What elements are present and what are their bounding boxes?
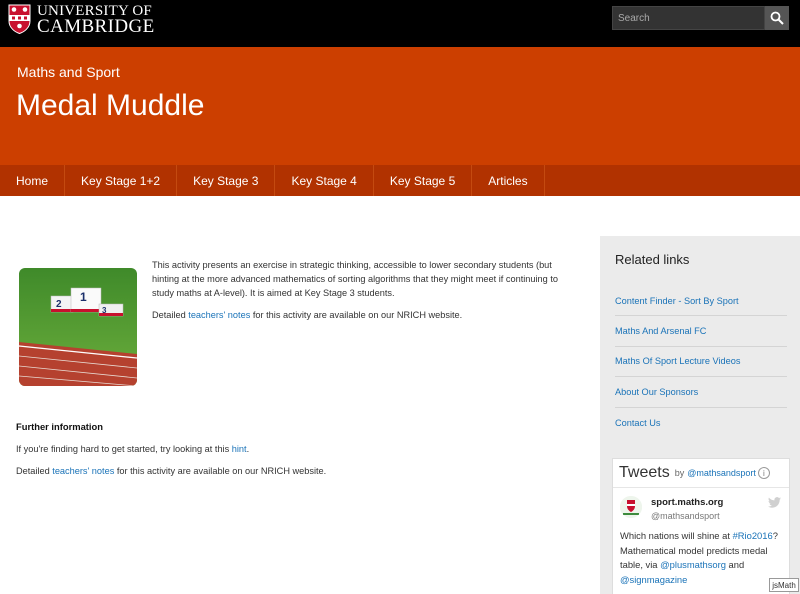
nav-key-stage-5[interactable]: Key Stage 5 [374, 165, 472, 196]
tweet [613, 488, 789, 585]
site-subtitle[interactable]: Maths and Sport [17, 64, 120, 80]
podium-label-1: 1 [80, 290, 87, 304]
teachers-notes-link-2[interactable]: teachers' notes [52, 466, 115, 476]
further-information [16, 420, 576, 486]
tweets-header [613, 459, 789, 488]
tweets-handle-link[interactable]: @mathsandsport [687, 468, 756, 478]
related-link-item [615, 347, 787, 377]
text-span: If you're finding hard to get started, try looking at this [16, 444, 232, 454]
sidebar [600, 236, 800, 594]
text-span: Detailed [152, 310, 189, 320]
tweets-by: by [674, 468, 685, 478]
tweet-author-handle[interactable]: @mathsandsport [651, 511, 720, 521]
text-span: and [725, 559, 745, 570]
magnifier-icon [770, 11, 784, 25]
related-link-item [615, 316, 787, 346]
related-link-content-finder[interactable]: Content Finder - Sort By Sport [615, 295, 739, 306]
intro-text [152, 258, 577, 330]
logo-line-1: UNIVERSITY OF [37, 3, 152, 19]
related-link-lecture-videos[interactable]: Maths Of Sport Lecture Videos [615, 356, 741, 367]
page-header [0, 47, 800, 165]
twitter-bird-icon[interactable] [768, 497, 781, 508]
podium-label-2: 2 [56, 299, 62, 310]
related-link-item [615, 377, 787, 407]
related-link-item [615, 286, 787, 316]
mention-link-plusmaths[interactable]: @plusmathsorg [660, 559, 726, 570]
nav-key-stage-1-2[interactable]: Key Stage 1+2 [65, 165, 177, 196]
cambridge-shield-icon [8, 4, 31, 34]
hint-paragraph [16, 442, 576, 456]
text-span: for this activity are available on our NRICH website. [250, 310, 463, 320]
teachers-notes-paragraph [152, 308, 577, 322]
tweets-title: Tweets [619, 464, 670, 481]
search-input[interactable] [612, 6, 765, 30]
teachers-notes-paragraph-2 [16, 464, 576, 478]
intro-paragraph: This activity presents an exercise in strategic thinking, accessible to lower secondary students (but hinting at the more advanced mathematics of sorting algorithms that they might meet if continuing to study maths at A-level). It is aimed at Key Stage 3 students. [152, 260, 558, 298]
twitter-widget [612, 458, 790, 594]
university-logo[interactable] [8, 3, 155, 37]
top-bar [0, 0, 800, 47]
related-link-sponsors[interactable]: About Our Sponsors [615, 386, 699, 397]
tweet-author-name[interactable]: sport.maths.org [651, 497, 724, 508]
text-span: Which nations will shine at [620, 530, 733, 541]
related-link-contact[interactable]: Contact Us [615, 417, 661, 428]
info-icon[interactable]: i [758, 467, 770, 479]
podium-label-3: 3 [102, 306, 107, 315]
mention-link-signmagazine[interactable]: @signmagazine [620, 573, 688, 585]
teachers-notes-link[interactable]: teachers' notes [188, 310, 251, 320]
jsmath-button[interactable]: jsMath [769, 578, 799, 592]
nav-key-stage-3[interactable]: Key Stage 3 [177, 165, 275, 196]
search-button[interactable] [765, 6, 789, 30]
nav-key-stage-4[interactable]: Key Stage 4 [275, 165, 373, 196]
search-box [612, 6, 789, 30]
related-links-list [615, 286, 787, 438]
further-heading: Further information [16, 421, 103, 432]
text-span: Detailed [16, 466, 53, 476]
logo-line-2: CAMBRIDGE [37, 16, 155, 37]
nav-articles[interactable]: Articles [472, 165, 544, 196]
logo-text [37, 3, 155, 37]
maths-sport-avatar-icon [620, 496, 642, 518]
text-span: ? Mathematical model predicts medal table, via [620, 530, 778, 570]
related-link-arsenal[interactable]: Maths And Arsenal FC [615, 326, 707, 337]
podium-image [19, 268, 137, 386]
podium-illustration [19, 268, 137, 386]
related-links-title: Related links [615, 252, 690, 267]
related-link-item [615, 408, 787, 438]
tweet-text [620, 529, 782, 587]
hint-link[interactable]: hint [231, 444, 247, 454]
text-span: . [246, 444, 250, 454]
main-nav [0, 165, 800, 196]
avatar[interactable] [620, 496, 642, 518]
hashtag-link[interactable]: #Rio2016 [732, 530, 773, 541]
page-title: Medal Muddle [16, 89, 205, 122]
nav-home[interactable]: Home [0, 165, 65, 196]
text-span: for this activity are available on our NRICH website. [114, 466, 327, 476]
